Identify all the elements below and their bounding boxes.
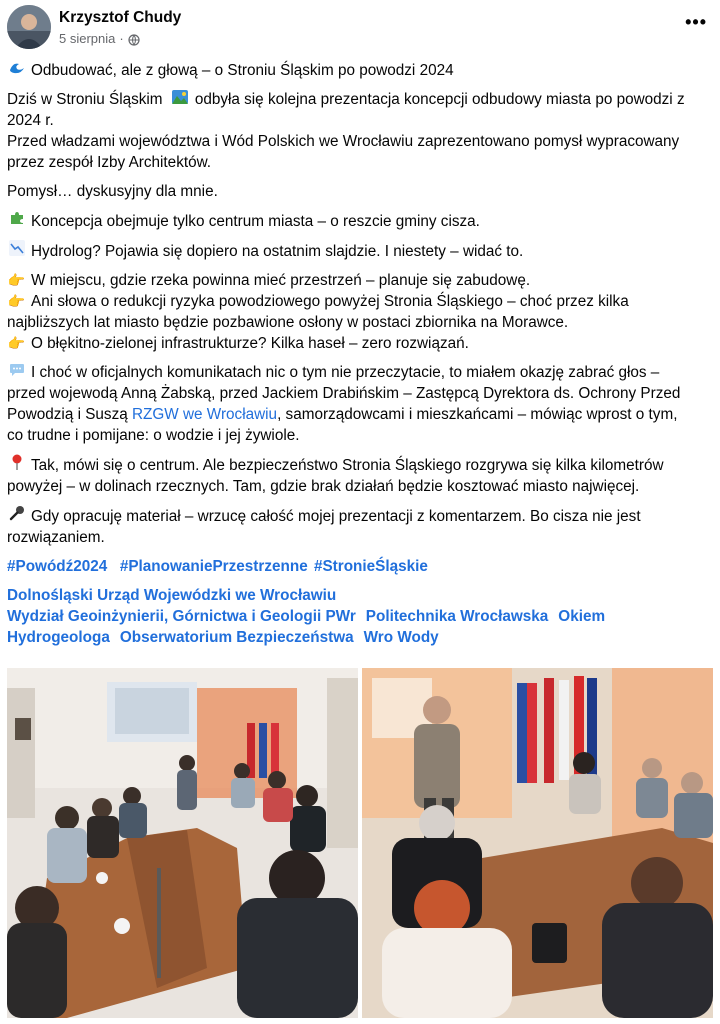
author-name[interactable]: Krzysztof Chudy [59,9,182,26]
mic-text: Gdy opracuję materiał – wrzucę całość mojej prezentacji z komentarzem. Bo cisza nie jest [31,508,641,525]
comment-line-4: co trudne i pomijane: o wodzie i jej żywiole. [7,427,300,444]
hashtags[interactable]: #Powódź2024 #PlanowaniePrzestrzenne #StronieŚląskie [7,558,428,575]
intro-line-2: 2024 r. [7,112,54,129]
pin-line-1 [7,454,713,476]
intro-line-1 [7,89,713,110]
comment-text: , samorządowcami i mieszkańcami – mówiąc wprost o tym, [277,406,678,423]
point-3 [7,270,713,291]
point-4-cont: najbliższych lat miasto będzie pozbawione osłony w postaci zbiornika na Morawce. [7,314,569,331]
comment-text: I choć w oficjalnych komunikatach nic o tym nie przeczytacie, to miałem okazję zabrać głos – [31,364,660,381]
comment-text: Powodzią i Suszą [7,406,128,423]
comment-line-1 [7,362,713,383]
puzzle-icon [7,210,26,232]
opinion-line: Pomysł… dyskusyjny dla mnie. [7,183,218,200]
wave-icon [7,59,26,81]
org-tag[interactable]: Politechnika Wrocławska [365,608,549,625]
org-tag[interactable]: Wydział Geoinżynierii, Górnictwa i Geologii PWr [7,608,356,625]
more-options-button[interactable]: ••• [685,12,707,32]
point-1 [7,210,713,232]
intro-text: Dziś w Stroniu Śląskim [7,91,163,108]
intro-line-4: przez zespół Izby Architektów. [7,154,212,171]
microphone-icon [7,505,26,527]
point-text: W miejscu, gdzie rzeka powinna mieć przestrzeń – planuje się zabudowę. [31,272,531,289]
org-tag[interactable]: Hydrogeologa [7,629,110,646]
org-tag[interactable]: Dolnośląski Urząd Wojewódzki we Wrocławiu [7,587,337,604]
pointing-hand-icon: 👉 [7,272,26,288]
org-tag[interactable]: Wro Wody [363,629,439,646]
org-tag[interactable]: Obserwatorium Bezpieczeństwa [119,629,354,646]
post-body [7,59,713,648]
pin-line-2: powyżej – w dolinach rzecznych. Tam, gdzie brak działań będzie kosztować miasto najwięcej. [7,478,640,495]
point-5 [7,333,713,354]
post-meta [59,30,140,48]
post-header [7,5,713,51]
speech-bubble-icon [7,362,26,383]
meta-separator: · [119,31,124,46]
post-title-line [7,59,713,81]
globe-icon [128,33,140,45]
pointing-hand-icon: 👉 [7,335,26,351]
org-tag[interactable]: Okiem [558,608,606,625]
point-text: Hydrolog? Pojawia się dopiero na ostatnim slajdzie. I niestety – widać to. [31,243,524,260]
intro-text: odbyła się kolejna prezentacja koncepcji odbudowy miasta po powodzi z [194,91,685,108]
comment-line-2: przed wojewodą Anną Żabską, przed Jackiem Drabińskim – Zastępcą Dyrektora ds. Ochrony Przed [7,385,681,402]
photo-presentation[interactable] [362,668,713,1018]
avatar[interactable] [7,5,51,49]
post-title: Odbudować, ale z głową – o Stroniu Śląskim po powodzi 2024 [31,62,454,79]
intro-line-3: Przed władzami województwa i Wód Polskich we Wrocławiu zaprezentowano pomysł wypracowany [7,133,680,150]
mic-line-1 [7,505,713,527]
mic-line-2: rozwiązaniem. [7,529,105,546]
point-4 [7,291,713,312]
point-text: Ani słowa o redukcji ryzyka powodziowego powyżej Stronia Śląskiego – choć przez kilka [31,293,629,310]
pin-text: Tak, mówi się o centrum. Ale bezpieczeństwo Stronia Śląskiego rozgrywa się kilka kilometrów [31,457,664,474]
point-text: O błękitno-zielonej infrastrukturze? Kilka haseł – zero rozwiązań. [31,335,469,352]
pointing-hand-icon: 👉 [7,293,26,309]
pin-icon [7,454,26,476]
post-date[interactable]: 5 sierpnia [59,31,116,46]
rzgw-link[interactable]: RZGW we Wrocławiu [132,406,278,423]
point-text: Koncepcja obejmuje tylko centrum miasta – o reszcie gminy cisza. [31,213,480,230]
photo-meeting-room[interactable] [7,668,358,1018]
point-2 [7,240,713,262]
landscape-icon [171,89,190,110]
comment-line-3 [7,404,713,425]
chart-down-icon [7,240,26,262]
photo-grid [7,668,713,1018]
tagged-organizations [7,585,713,648]
